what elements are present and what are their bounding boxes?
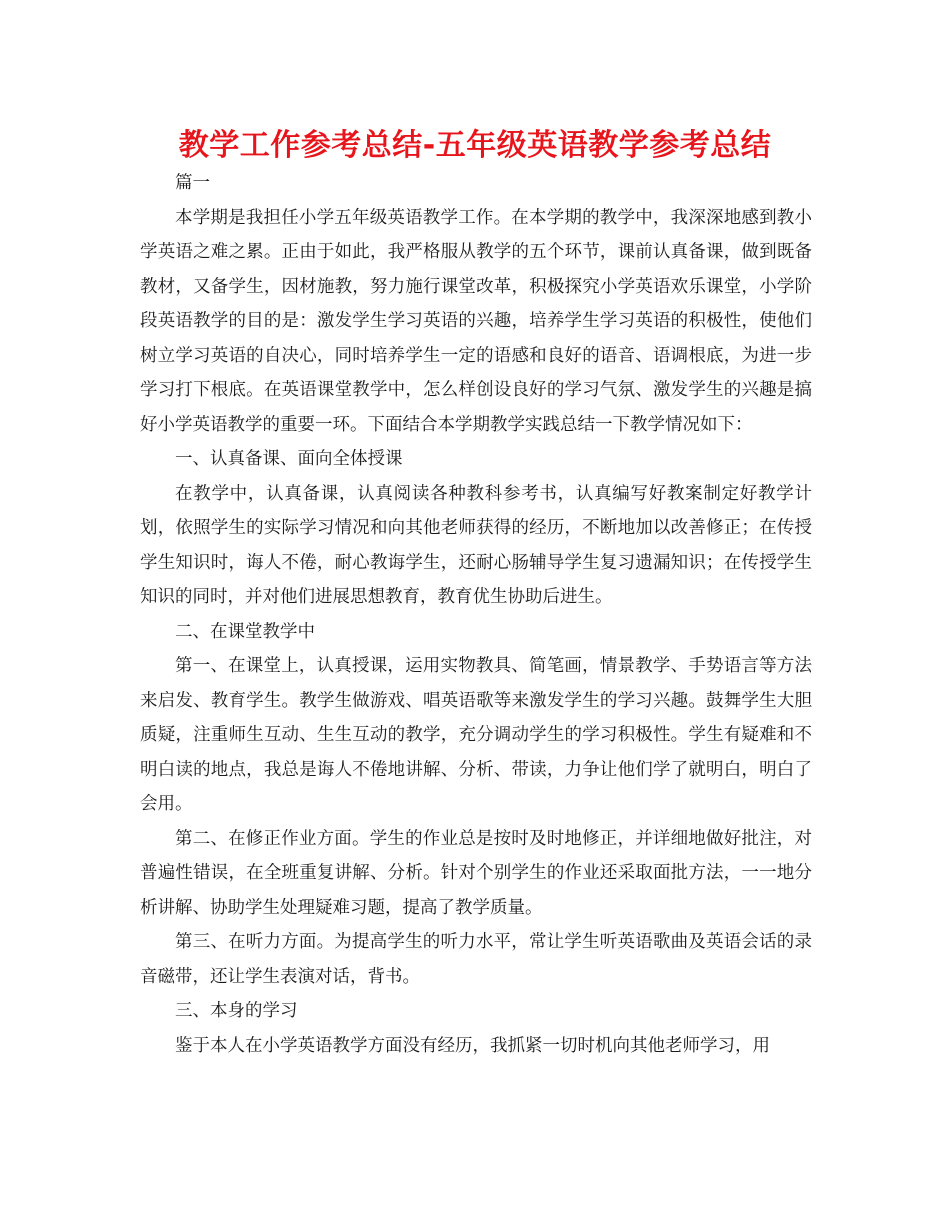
section-heading: 篇一 bbox=[175, 173, 210, 193]
paragraph: 在教学中，认真备课，认真阅读各种教科参考书，认真编写好教案制定好教学计划，依照学生的实际学习情况和向其他老师获得的经历，不断地加以改善修正；在传授学生知识时，诲人不倦，耐心教诲学生，还耐心肠辅导学生复习遗漏知识；在传授学生知识的同时，并对他们进展思想教育，教育优生协助后进生。 bbox=[140, 483, 812, 607]
paragraph: 本学期是我担任小学五年级英语教学工作。在本学期的教学中，我深深地感到教小学英语之难之累。正由于如此，我严格服从教学的五个环节，课前认真备课，做到既备教材，又备学生，因材施教，努力施行课堂改革，积极探究小学英语欢乐课堂，小学阶段英语教学的目的是：激发学生学习英语的兴趣，培养学生学习英语的积极性，使他们树立学习英语的自决心，同时培养学生一定的语感和良好的语音、语调根底，为进一步学习打下根底。在英语课堂教学中，怎么样创设良好的学习气氛、激发学生的兴趣是搞好小学英语教学的重要一环。下面结合本学期教学实践总结一下教学情况如下： bbox=[140, 207, 812, 435]
document-body bbox=[140, 166, 812, 1063]
paragraph: 第一、在课堂上，认真授课，运用实物教具、简笔画，情景教学、手势语言等方法来启发、教育学生。教学生做游戏、唱英语歌等来激发学生的学习兴趣。鼓舞学生大胆质疑，注重师生互动、生生互动的教学，充分调动学生的学习积极性。学生有疑难和不明白读的地点，我总是诲人不倦地讲解、分析、带读，力争让他们学了就明白，明白了会用。 bbox=[140, 656, 812, 814]
section-heading: 三、本身的学习 bbox=[175, 1001, 298, 1021]
paragraph: 第三、在听力方面。为提高学生的听力水平，常让学生听英语歌曲及英语会话的录音磁带，还让学生表演对话，背书。 bbox=[140, 932, 812, 987]
section-heading: 二、在课堂教学中 bbox=[175, 621, 315, 642]
document-title: 教学工作参考总结-五年级英语教学参考总结 bbox=[178, 128, 772, 163]
section-heading: 一、认真备课、面向全体授课 bbox=[175, 449, 403, 469]
paragraph: 第二、在修正作业方面。学生的作业总是按时及时地修正，并详细地做好批注，对普遍性错误，在全班重复讲解、分析。针对个别学生的作业还采取面批方法，一一地分析讲解、协助学生处理疑难习题，提高了教学质量。 bbox=[140, 828, 812, 918]
paragraph: 鉴于本人在小学英语教学方面没有经历，我抓紧一切时机向其他老师学习，用 bbox=[175, 1035, 770, 1056]
